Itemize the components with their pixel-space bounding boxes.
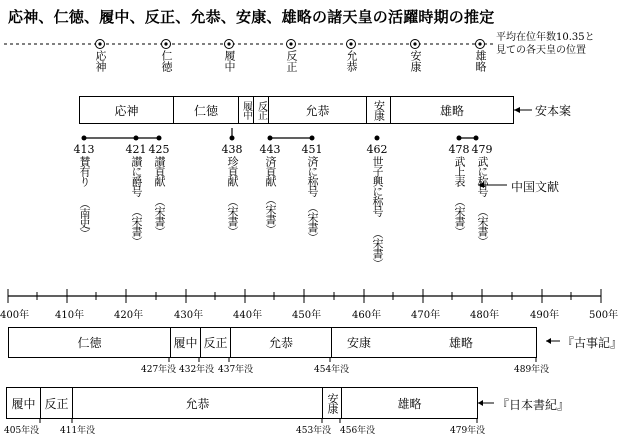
position-note-line-1: 平均在位年数10.35と [496,32,595,43]
mark-label-yuryaku: 雄略 [474,50,487,72]
nihonshoki-cell-richu: 履中 [11,396,36,411]
kojiki-death-489: 489年没 [514,365,550,375]
event-year-479: 479 [471,143,493,156]
kojiki-death-437: 437年没 [218,365,254,375]
event-year-413: 413 [73,143,95,156]
event-source-462: （宋書） [371,228,384,268]
event-text-451: 済に称号 [306,156,319,196]
nihonshoki-cell-hanzei: 反正 [40,388,72,418]
nihonshoki-death-456: 456年没 [340,426,376,436]
event-text-443: 済貢献 [264,156,277,186]
mark-label-anko: 安康 [409,50,422,72]
event-text-421: 讃に爵号 [130,156,143,196]
event-source-425: （宋書） [153,196,166,236]
event-text-462: 世子興に称号 [371,156,384,216]
event-text-438: 珍貢献 [226,156,239,186]
kojiki-cell-anko: 安康 [331,328,386,357]
yasumoto-cell-ojin: 応神 [114,103,139,118]
yasumoto-cell-richu: 履中 [238,97,253,123]
event-source-438: （宋書） [226,196,239,236]
event-year-478: 478 [448,143,470,156]
yasumoto-label: 安本案 [535,104,572,118]
tick-480: 480年 [470,310,500,321]
event-year-421: 421 [125,143,147,156]
kojiki-cell-yuryaku: 雄略 [448,336,473,350]
nihonshoki-label: 『日本書紀』 [497,398,570,412]
yasumoto-cell-nintoku: 仁徳 [173,97,238,123]
yasumoto-cell-ingyo: 允恭 [268,97,366,123]
event-source-421: （宋書） [130,206,143,246]
yasumoto-cell-hanzei: 反正 [253,97,268,123]
kojiki-cell-hanzei: 反正 [200,328,230,357]
mark-label-nintoku: 仁徳 [160,50,173,72]
nihonshoki-cell-anko: 安康 [322,388,341,418]
tick-420: 420年 [114,310,144,321]
nihonshoki-cell-yuryaku: 雄略 [341,388,477,418]
kojiki-cell-ingyo: 允恭 [230,328,331,357]
tick-430: 430年 [174,310,204,321]
kojiki-death-454: 454年没 [314,365,350,375]
nihonshoki-cell-ingyo: 允恭 [72,388,322,418]
mark-label-hanzei: 反正 [285,50,298,72]
event-text-413: 賛有り [78,156,91,186]
tick-400: 400年 [0,310,30,321]
kojiki-cell-nintoku: 仁徳 [77,336,102,350]
tick-440: 440年 [233,310,263,321]
tick-460: 460年 [352,310,382,321]
event-source-413: （南史） [78,198,91,238]
nihonshoki-death-405: 405年没 [4,426,40,436]
nihonshoki-death-479: 479年没 [450,426,486,436]
chinese-docs-label: 中国文献 [511,180,560,194]
mark-label-ojin: 応神 [94,50,107,72]
event-text-478: 武上表 [453,156,466,186]
tick-490: 490年 [530,310,560,321]
tick-450: 450年 [292,310,322,321]
event-year-451: 451 [301,143,323,156]
nihonshoki-bar [6,387,478,419]
kojiki-cell-richu: 履中 [170,328,200,357]
kojiki-death-427: 427年没 [141,365,177,375]
yasumoto-bar [79,96,514,124]
event-year-425: 425 [148,143,170,156]
event-source-478: （宋書） [453,196,466,236]
nihonshoki-death-453: 453年没 [296,426,332,436]
mark-label-richu: 履中 [223,50,236,72]
page-title: 応神、仁徳、履中、反正、允恭、安康、雄略の諸天皇の活躍時期の推定 [8,8,495,26]
nihonshoki-death-411: 411年没 [60,426,96,436]
yasumoto-cell-yuryaku: 雄略 [390,97,513,123]
yasumoto-cell-anko: 安康 [366,97,390,123]
kojiki-bar [8,327,537,358]
event-year-438: 438 [221,143,243,156]
kojiki-death-432: 432年没 [179,365,215,375]
event-text-479: 武に称号 [476,156,489,196]
tick-500: 500年 [589,310,619,321]
kojiki-label: 『古事記』 [562,336,623,350]
event-text-425: 讃貢献 [153,156,166,186]
tick-410: 410年 [55,310,85,321]
event-connectors [84,128,476,138]
event-year-443: 443 [259,143,281,156]
event-source-479: （宋書） [476,206,489,246]
event-source-443: （宋書） [264,194,277,234]
mark-label-ingyo: 允恭 [345,50,358,72]
event-source-451: （宋書） [306,202,319,242]
tick-470: 470年 [411,310,441,321]
position-note-line-2: 見ての各天皇の位置 [496,45,586,56]
event-year-462: 462 [366,143,388,156]
